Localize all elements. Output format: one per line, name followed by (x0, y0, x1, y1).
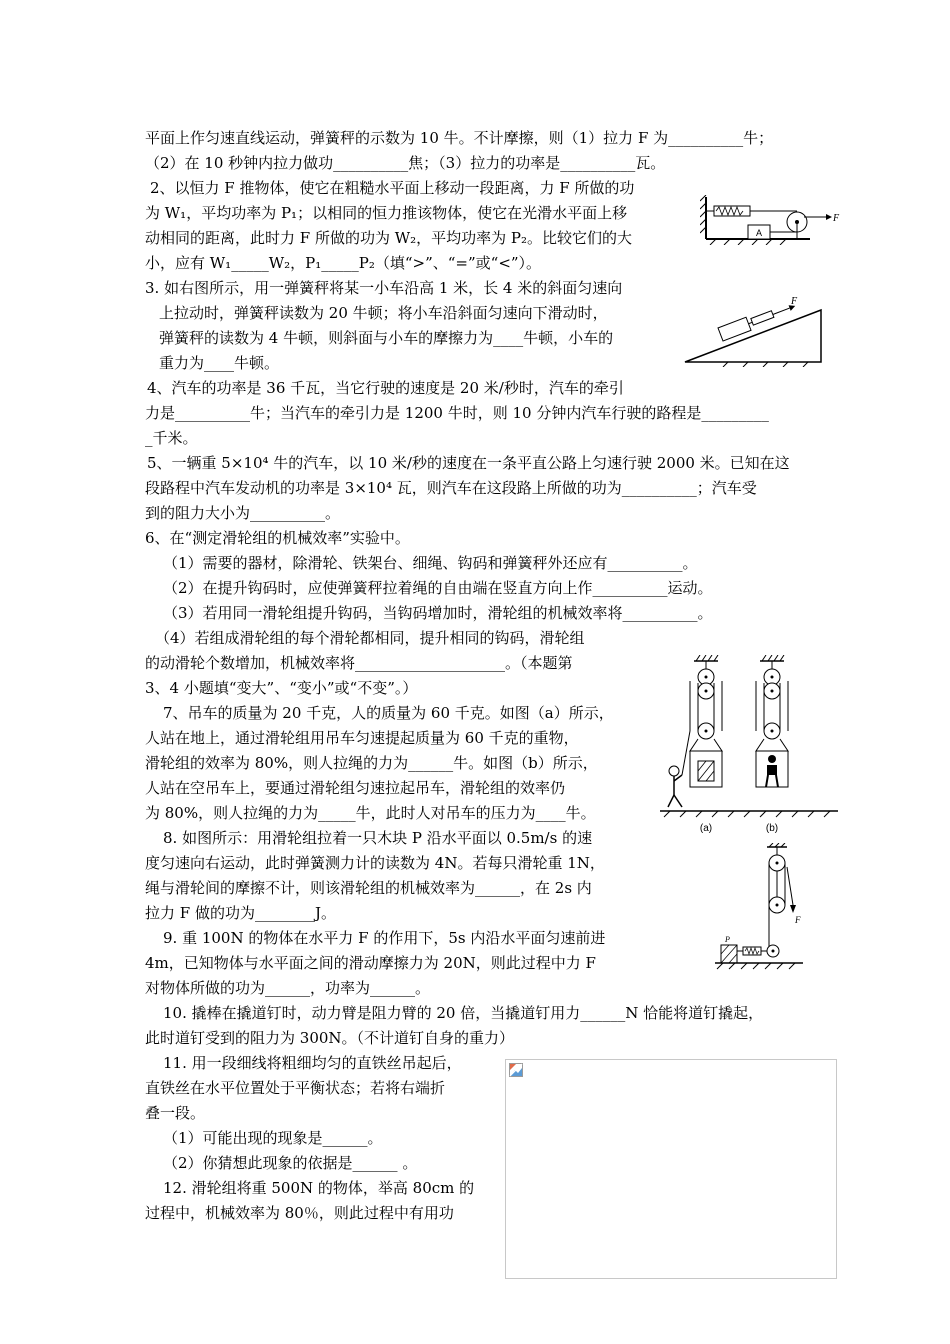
text-line: （2）你猜想此现象的依据是______ 。 (163, 1154, 418, 1172)
text-line: 4m，已知物体与水平面之间的滑动摩擦力为 20N，则此过程中力 F (145, 954, 596, 972)
text-line: 的动滑轮个数增加，机械效率将____________________。（本题第 (145, 654, 573, 672)
text-line: 平面上作匀速直线运动，弹簧秤的示数为 10 牛。不计摩擦，则（1）拉力 F 为__________牛； (145, 129, 774, 147)
text-line: （2）在 10 秒钟内拉力做功__________焦；（3）拉力的功率是__________瓦。 (145, 154, 666, 172)
text-line: 人站在空吊车上，要通过滑轮组匀速拉起吊车，滑轮组的效率仍 (145, 779, 566, 797)
text-line: 为 W₁，平均功率为 P₁；以相同的恒力推该物体，使它在光滑水平面上移 (145, 204, 628, 222)
label-a: (a) (699, 823, 713, 834)
text-line: 对物体所做的功为______，功率为______。 (145, 979, 431, 997)
text-line: 为 80%，则人拉绳的力为_____牛，此时人对吊车的压力为____牛。 (145, 804, 596, 822)
force-label: F (795, 915, 801, 925)
text-line: 滑轮组的效率为 80%，则人拉绳的力为______牛。如图（b）所示， (145, 754, 598, 772)
block-label: A (755, 228, 763, 238)
text-line: 4、汽车的功率是 36 千瓦，当它行驶的速度是 20 米/秒时，汽车的牵引 (147, 379, 624, 397)
text-line: （1）需要的器材，除滑轮、铁架台、细绳、钩码和弹簧秤外还应有__________。 (163, 554, 698, 572)
text-line: 6、在“测定滑轮组的机械效率”实验中。 (145, 529, 410, 547)
force-label: F (791, 296, 798, 307)
figure-q7-pulley-systems (660, 655, 840, 835)
text-line: 弹簧秤的读数为 4 牛顿，则斜面与小车的摩擦力为____牛顿，小车的 (159, 329, 614, 347)
figure-q3-incline (683, 292, 833, 367)
text-line: 过程中，机械效率为 80％，则此过程中有用功 (145, 1204, 454, 1222)
text-line: 度匀速向右运动，此时弹簧测力计的读数为 4N。若每只滑轮重 1N， (145, 854, 605, 872)
text-line: 5、一辆重 5×10⁴ 牛的汽车，以 10 米/秒的速度在一条平直公路上匀速行驶 2000 米。已知在这 (147, 454, 790, 472)
text-line: 动相同的距离，此时力 F 所做的功为 W₂，平均功率为 P₂。比较它们的大 (145, 229, 633, 247)
text-line: 3、4 小题填“变大”、“变小”或“不变”。） (145, 679, 418, 697)
text-line: （2）在提升钩码时，应使弹簧秤拉着绳的自由端在竖直方向上作__________运动。 (163, 579, 713, 597)
text-line: 10. 撬棒在撬道钉时，动力臂是阻力臂的 20 倍，当撬道钉用力______N 恰能将道钉撬起， (163, 1004, 764, 1022)
text-line: 人站在地上，通过滑轮组用吊车匀速提起质量为 60 千克的重物， (145, 729, 579, 747)
text-line: 3. 如右图所示，用一弹簧秤将某一小车沿高 1 米，长 4 米的斜面匀速向 (145, 279, 623, 297)
text-line: 12. 滑轮组将重 500N 的物体，举高 80cm 的 (163, 1179, 475, 1197)
text-line: 段路程中汽车发动机的功率是 3×10⁴ 瓦，则汽车在这段路上所做的功为__________；汽车受 (145, 479, 757, 497)
text-line: 小，应有 W₁_____W₂，P₁_____P₂（填“>”、“=”或“<”）。 (145, 254, 542, 272)
text-line: 上拉动时，弹簧秤读数为 20 牛顿；将小车沿斜面匀速向下滑动时， (159, 304, 608, 322)
text-line: 力是__________牛；当汽车的牵引力是 1200 牛时，则 10 分钟内汽车行驶的路程是_________ (145, 404, 769, 422)
text-line: 此时道钉受到的阻力为 300N。（不计道钉自身的重力） (145, 1029, 515, 1047)
figure-q2-spring-block (700, 195, 840, 245)
text-line: 8. 如图所示：用滑轮组拉着一只木块 P 沿水平面以 0.5m/s 的速 (163, 829, 593, 847)
text-line: 直铁丝在水平位置处于平衡状态；若将右端折 (145, 1079, 446, 1097)
text-line: 2、以恒力 F 推物体，使它在粗糙水平面上移动一段距离，力 F 所做的功 (150, 179, 635, 197)
figure-q8-pulley-block (715, 843, 805, 973)
text-line: 重力为____牛顿。 (159, 354, 280, 372)
label-b: (b) (765, 823, 779, 834)
text-line: 7、吊车的质量为 20 千克，人的质量为 60 千克。如图（a）所示， (163, 704, 614, 722)
text-line: 绳与滑轮间的摩擦不计，则该滑轮组的机械效率为______，在 2s 内 (145, 879, 592, 897)
broken-image-icon (509, 1063, 523, 1077)
text-line: 到的阻力大小为__________。 (145, 504, 341, 522)
text-line: 叠一段。 (145, 1104, 206, 1122)
text-line: 拉力 F 做的功为________J。 (145, 904, 336, 922)
image-placeholder (505, 1059, 837, 1279)
text-line: 9. 重 100N 的物体在水平力 F 的作用下，5s 内沿水平面匀速前进 (163, 929, 606, 947)
text-line: （4）若组成滑轮组的每个滑轮都相同，提升相同的钩码，滑轮组 (155, 629, 585, 647)
text-line: （3）若用同一滑轮组提升钩码，当钩码增加时，滑轮组的机械效率将__________。 (163, 604, 713, 622)
text-line: 11. 用一段细线将粗细均匀的直铁丝吊起后， (163, 1054, 462, 1072)
block-label: P (725, 935, 730, 944)
text-line: （1）可能出现的现象是______。 (163, 1129, 383, 1147)
text-line: _千米。 (145, 429, 198, 447)
force-label: F (833, 213, 840, 224)
